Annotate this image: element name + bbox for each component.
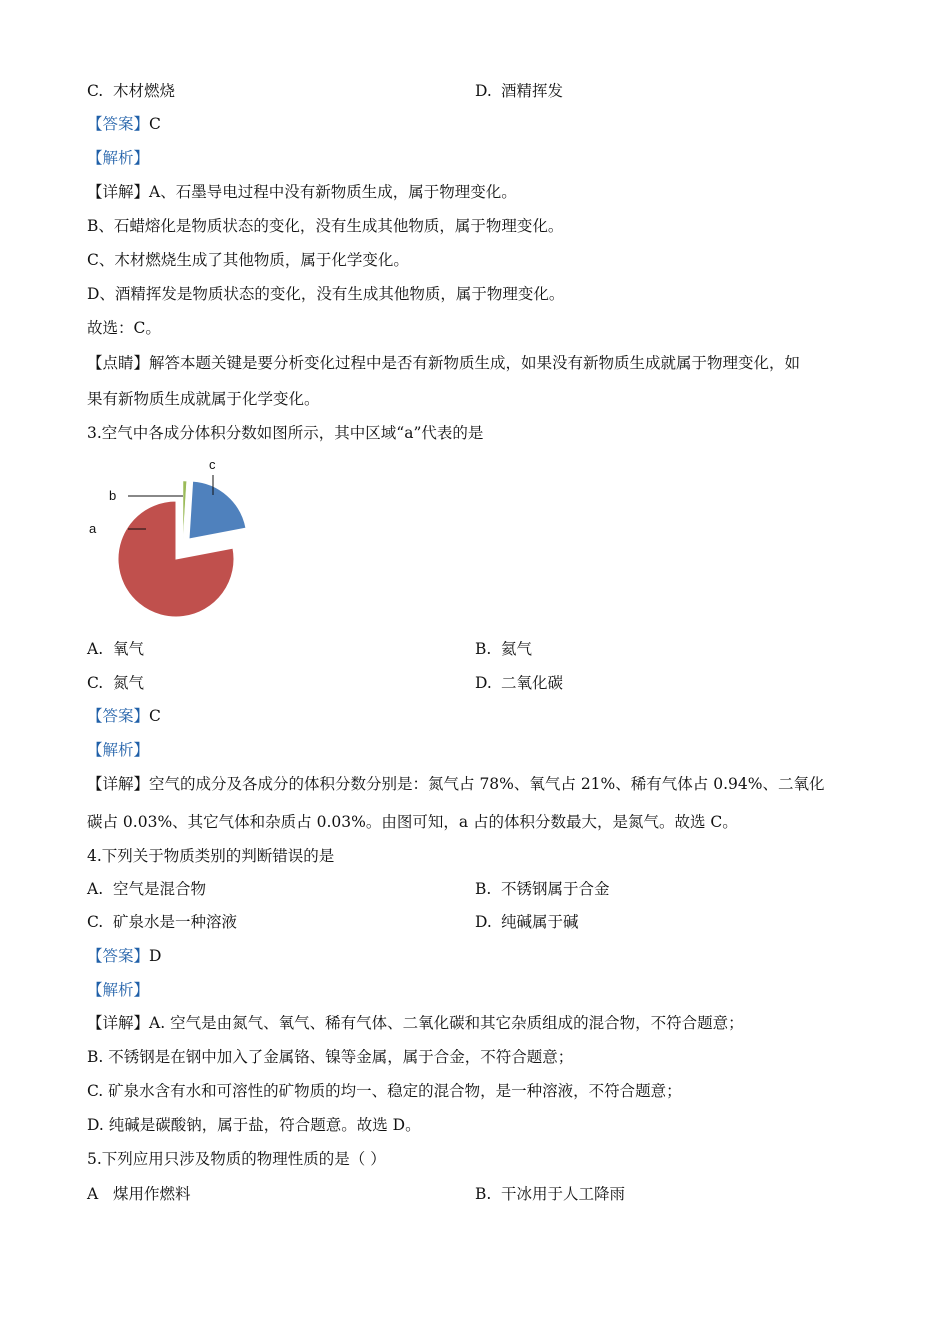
option-key: D. [475,82,492,100]
pie-slice-b [183,481,187,539]
option-key: D. [475,674,492,692]
option-a [87,879,206,899]
analysis-tag: 【解析】 [87,981,150,999]
detail-line: C、木材燃烧生成了其他物质，属于化学变化。 [87,251,409,269]
option-text: 酒精挥发 [501,82,564,100]
option-text: 纯碱属于碱 [501,913,579,931]
detail-line [87,182,517,202]
option-key: B. [475,640,492,658]
option-text: 氧气 [113,640,145,658]
pie-label-b: b [109,488,117,503]
option-text: 氦气 [501,640,533,658]
detail-line: C. 矿泉水含有水和可溶性的矿物质的均一、稳定的混合物，是一种溶液，不符合题意； [87,1082,682,1100]
answer-tag: 【答案】 [87,115,150,133]
detail-tag: 【详解】 [87,183,150,201]
question-stem: 4.下列关于物质类别的判断错误的是 [87,847,335,865]
comment-tag: 【点睛】 [87,354,150,372]
comment-text: 解答本题关键是要分析变化过程中是否有新物质生成，如果没有新物质生成就属于物理变化，如 [149,354,801,372]
option-key: B. [475,1185,492,1203]
answer-value: C [149,707,161,725]
option-key: C. [87,82,104,100]
detail-line: 故选：C。 [87,319,161,337]
comment-line [87,353,800,373]
detail-line: D、酒精挥发是物质状态的变化，没有生成其他物质，属于物理变化。 [87,285,565,303]
option-c [87,912,237,932]
option-a [87,639,144,659]
option-key: A. [87,880,104,898]
option-text: 干冰用于人工降雨 [501,1185,626,1203]
option-key: C. [87,913,104,931]
option-d [475,912,579,932]
option-b [475,879,610,899]
option-b [475,639,532,659]
detail-tag: 【详解】 [87,775,150,793]
option-key: A [87,1185,99,1203]
option-c [87,673,144,693]
option-key: C. [87,674,104,692]
answer-value: C [149,115,161,133]
answer-tag: 【答案】 [87,707,150,725]
answer-line [87,946,161,966]
detail-text: A、石墨导电过程中没有新物质生成，属于物理变化。 [149,183,517,201]
answer-line [87,706,161,726]
analysis-tag: 【解析】 [87,741,150,759]
detail-text: 空气的成分及各成分的体积分数分别是：氮气占 78%、氧气占 21%、稀有气体占 0.94%、二氧化 [149,775,825,793]
option-text: 矿泉水是一种溶液 [113,913,238,931]
question-stem: 3.空气中各成分体积分数如图所示，其中区域“a”代表的是 [87,424,484,442]
option-text: 二氧化碳 [501,674,564,692]
answer-line [87,114,161,134]
pie-label-c: c [209,457,216,472]
option-text: 氮气 [113,674,145,692]
detail-line: D. 纯碱是碳酸钠，属于盐，符合题意。故选 D。 [87,1116,421,1134]
option-d [475,673,563,693]
option-a [87,1184,191,1204]
answer-value: D [149,947,162,965]
option-key: B. [475,880,492,898]
option-text: 木材燃烧 [113,82,176,100]
option-key: D. [475,913,492,931]
option-d [475,81,563,101]
pie-slice-c [189,481,246,539]
detail-line [87,1013,744,1033]
detail-tag: 【详解】 [87,1014,150,1032]
option-text: 煤用作燃料 [113,1185,191,1203]
question-stem: 5.下列应用只涉及物质的物理性质的是（ ） [87,1150,386,1168]
pie-chart [84,455,254,625]
detail-line: B. 不锈钢是在钢中加入了金属铬、镍等金属，属于合金，不符合题意； [87,1048,574,1066]
detail-line: B、石蜡熔化是物质状态的变化，没有生成其他物质，属于物理变化。 [87,217,564,235]
option-text: 不锈钢属于合金 [501,880,610,898]
detail-text: A. 空气是由氮气、氧气、稀有气体、二氧化碳和其它杂质组成的混合物，不符合题意； [149,1014,744,1032]
option-b [475,1184,625,1204]
option-c [87,81,175,101]
option-text: 空气是混合物 [113,880,207,898]
option-key: A. [87,640,104,658]
pie-label-a: a [89,521,97,536]
comment-line: 果有新物质生成就属于化学变化。 [87,390,320,408]
detail-line: 碳占 0.03%、其它气体和杂质占 0.03%。由图可知，a 占的体积分数最大，是氮气。故选 C。 [87,813,738,831]
answer-tag: 【答案】 [87,947,150,965]
analysis-tag: 【解析】 [87,149,150,167]
detail-line [87,774,824,794]
